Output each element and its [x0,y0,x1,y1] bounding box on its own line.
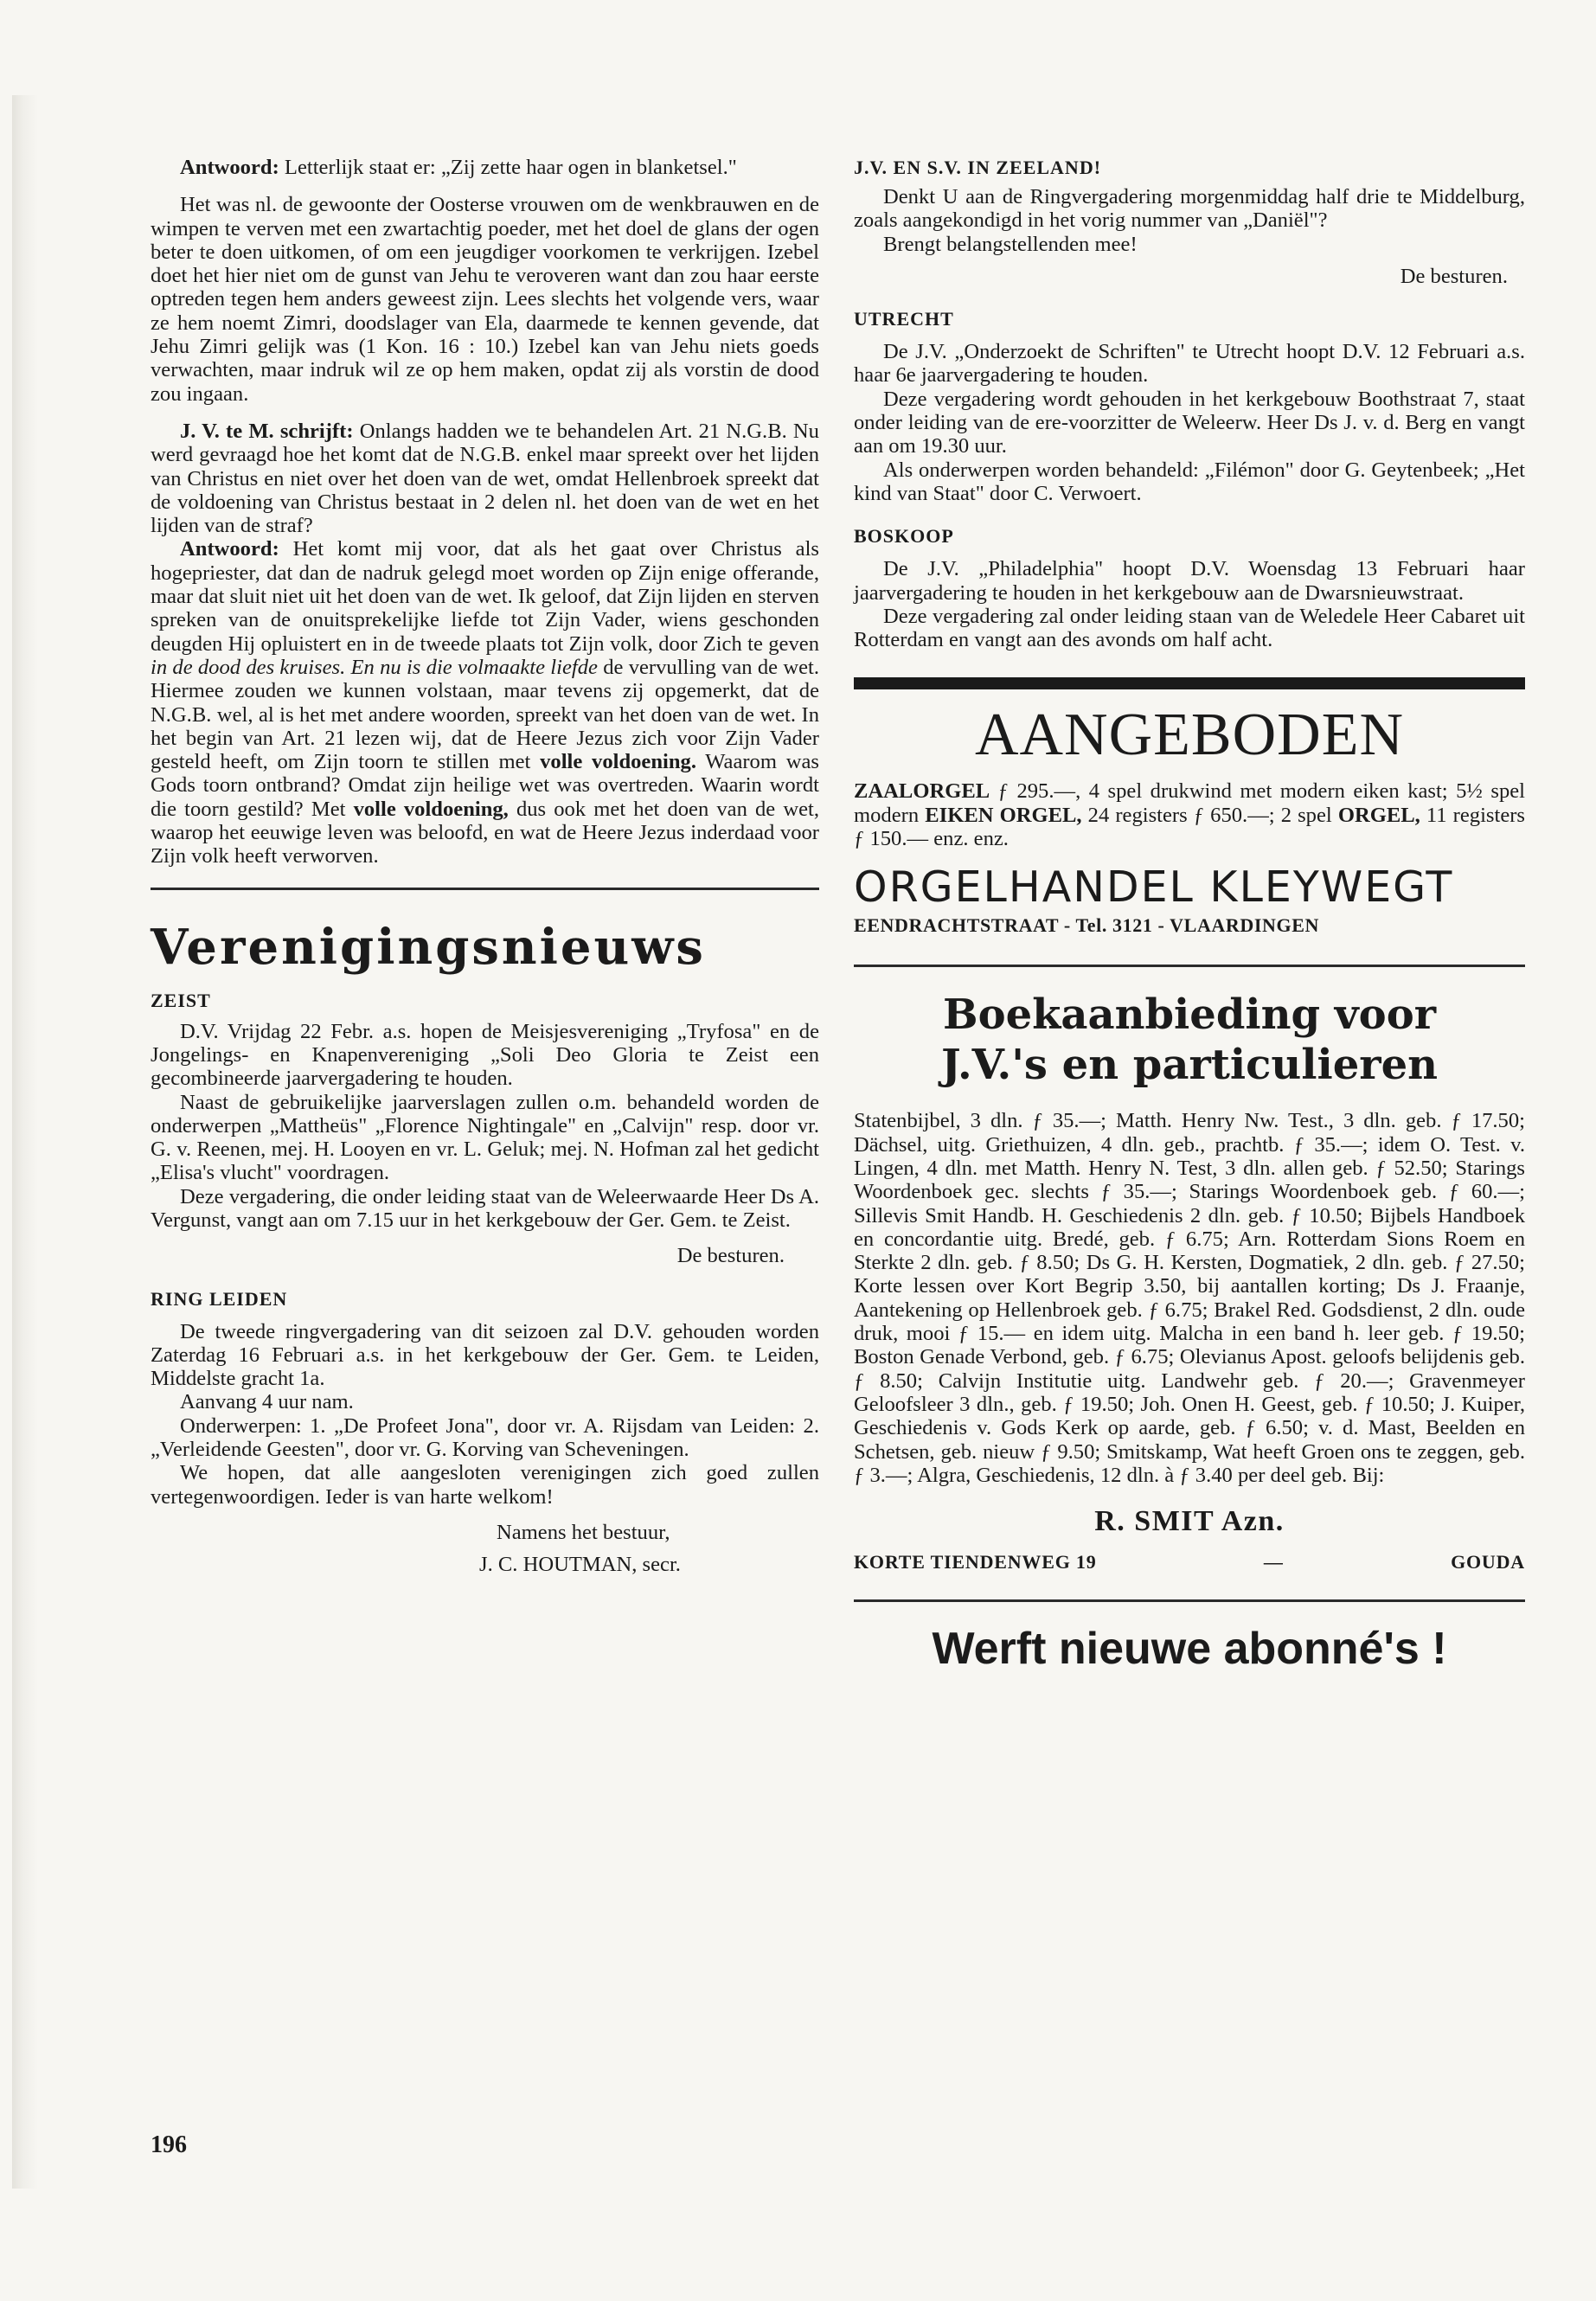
boek-title-line-2: J.V.'s en particulieren [940,1041,1439,1090]
section-divider [151,888,819,890]
zeist-paragraph-3: Deze vergadering, die onder leiding staat van de Weleerwaarde Heer Ds A. Vergunst, vangt aan om 7.15 uur in het kerkgebouw der Ger. Gem. te Zeist. [151,1184,819,1232]
utrecht-heading: UTRECHT [854,308,954,330]
smit-dash: — [1263,1551,1284,1574]
aangeboden-title: AANGEBODEN [974,702,1405,769]
right-column [854,156,1525,1675]
advert-top-rule [854,677,1525,689]
boskoop-paragraph-1: De J.V. „Philadelphia" hoopt D.V. Woensdag 13 Februari haar jaarvergadering te houden in het kerkgebouw aan de Dwarsnieuwstraat. [854,557,1525,605]
utrecht-paragraph-3: Als onderwerpen worden behandeld: „Filémon" door G. Geytenbeek; „Het kind van Staat" door C. Verwoert. [854,458,1525,505]
antwoord-paragraph: Antwoord: Letterlijk staat er: „Zij zette haar ogen in blanketsel." [180,156,737,179]
question-paragraph: J. V. te M. schrijft: Onlangs hadden we te behandelen Art. 21 N.G.B. Nu werd gevraagd hoe het komt dat de N.G.B. enkel maar spreekt over het lijden van Christus en niet over het doen van de wet, omdat Hellenbroek spreekt dat de voldoening van Christus bestaat in 2 delen nl. het doen van de wet en het lijden van de straf? [151,419,819,538]
section-title: Verenigingsnieuws [151,918,706,976]
boskoop-heading: BOSKOOP [854,525,954,548]
zeeland-heading: J.V. EN S.V. IN ZEELAND! [854,157,1102,178]
ring-paragraph-3: Onderwerpen: 1. „De Profeet Jona", door vr. A. Rijsdam van Leiden: 2. „Verleidende Geesten", door vr. G. Korving van Scheveningen. [151,1413,819,1462]
zeist-paragraph-1: D.V. Vrijdag 22 Febr. a.s. hopen de Meisjesvereniging „Tryfosa" en de Jongelings- en Knapenvereniging „Soli Deo Gloria te Zeist een gecombineerde jaarvergadering te houden. [151,1019,819,1091]
orgelhandel-name: ORGELHANDEL KLEYWEGT [854,862,1454,913]
zeeland-paragraph-2: Brengt belangstellenden mee! [883,232,1138,256]
ring-leiden-heading: RING LEIDEN [151,1287,288,1310]
ring-paragraph-2: Aanvang 4 uur nam. [180,1390,354,1414]
explanation-paragraph: Het was nl. de gewoonte der Oosterse vrouwen om de wenkbrauwen en de wimpen te verven met een zwartachtig poeder, met het doel de glans der ogen beter te doen uitkomen, of om een jeugdiger voorkomen te verkrijgen. Izebel doet het hier niet om de gunst van Jehu te veroveren want dan zou haar eerste optreden tegen hem anders geweest zijn. Lees slechts het volgende vers, waar ze hem noemt Zimri, doodslager van Ela, daarmede te kennen gevende, dat Jehu Zimri gelijk was (1 Kon. 16 : 10.) Izebel kan van Jehu niets goeds verwachten, maar indruk wil ze op hem maken, opdat zij als vorstin de dood zou ingaan. [151,193,819,406]
ring-paragraph-4: We hopen, dat alle aangesloten verenigingen zich goed zullen vertegenwoordigen. Ieder is van harte welkom! [151,1461,819,1509]
ring-paragraph-1: De tweede ringvergadering van dit seizoen zal D.V. gehouden worden Zaterdag 16 Februari a.s. in het kerkgebouw der Ger. Gem. te Leiden, Middelste gracht 1a. [151,1319,819,1391]
zeist-paragraph-2: Naast de gebruikelijke jaarverslagen zullen o.m. behandeld worden de onderwerpen „Mattheüs" „Florence Nightingale" en „Calvijn" resp. door vr. G. v. Reenen, mej. H. Looyen en vr. L. Geluk; mej. N. Hofman zal het gedicht „Elisa's vlucht" voordragen. [151,1090,819,1185]
boskoop-paragraph-2: Deze vergadering zal onder leiding staan van de Weledele Heer Cabaret uit Rotterdam en vangt aan des avonds om half acht. [854,604,1525,652]
zeeland-paragraph-1: Denkt U aan de Ringvergadering morgenmiddag half drie te Middelburg, zoals aangekondigd in het vorig nummer van „Daniël"? [854,185,1525,233]
zeist-signature: De besturen. [676,1244,785,1268]
boek-title-line-1: Boekaanbieding voor [943,990,1436,1040]
ring-signature-1: Namens het bestuur, [497,1520,670,1544]
zeist-heading: ZEIST [151,989,211,1011]
page-spine-shadow [12,95,38,2189]
ring-signature-2: J. C. HOUTMAN, secr. [479,1553,681,1577]
aangeboden-text: ZAALORGEL ƒ 295.—, 4 spel drukwind met modern eiken kast; 5½ spel modern EIKEN ORGEL, 24 registers ƒ 650.—; 2 spel ORGEL, 11 registers ƒ 150.— enz. enz. [854,779,1525,851]
book-list: Statenbijbel, 3 dln. ƒ 35.—; Matth. Henry Nw. Test., 3 dln. geb. ƒ 17.50; Dächsel, uitg. Griethuizen, 4 dln. geb., prachtb. ƒ 35.—; idem O. Test. v. Lingen, 4 dln. met Matth. Henry N. Test, 3 dln. allen geb. ƒ 52.50; Starings Woordenboek gec. slechts ƒ 35.—; Starings Woordenboek geb. ƒ 60.—; Sillevis Smit Handb. H. Geschiedenis 2 dln. geb. ƒ 10.50; Bijbels Handboek en concordantie uitg. Bredé, geb. ƒ 6.75; Arn. Rotterdam Sions Roem en Sterkte 2 dln. geb. ƒ 8.50; Ds G. H. Kersten, Dogmatiek, 2 dln. geb. ƒ 27.50; Korte lessen over Kort Begrip 3.50, bij aantallen korting; Ds J. Fraanje, Aantekening op Hellenbroek geb. ƒ 6.75; Brakel Red. Godsdienst, 2 dln. oude druk, mooi ƒ 15.— en idem uitg. Malcha in een band h. leer geb. ƒ 19.50; Boston Genade Verbond, geb. ƒ 6.75; Olevianus Apost. geloofs belijdenis geb. ƒ 8.50; Calvijn Institutie uitg. Landwehr geb. ƒ 20.—; Gravenmeyer Geloofsleer 3 dln., geb. ƒ 19.50; Joh. Onen H. Geest, geb. ƒ 10.50; J. Kuiper, Geschiedenis v. Gods Kerk op aarde, geb. ƒ 6.50; v. d. Mast, Beelden en Schetsen, geb. nieuw ƒ 9.50; Smitskamp, Wat heeft Groen ons te zeggen, geb. ƒ 3.—; Algra, Geschiedenis, 12 dln. à ƒ 3.40 per deel geb. Bij: [854,1109,1525,1487]
orgelhandel-address: EENDRACHTSTRAAT - Tel. 3121 - VLAARDINGEN [854,914,1320,937]
smit-city: GOUDA [1451,1551,1525,1574]
left-column [151,156,819,1577]
smit-street: KORTE TIENDENWEG 19 [854,1551,1097,1574]
utrecht-paragraph-1: De J.V. „Onderzoekt de Schriften" te Utrecht hoopt D.V. 12 Februari a.s. haar 6e jaarvergadering te houden. [854,340,1525,388]
smit-name: R. SMIT Azn. [1094,1505,1285,1538]
werft-slogan: Werft nieuwe abonné's ! [932,1624,1447,1675]
page-number: 196 [151,2131,187,2158]
answer-paragraph: Antwoord: Het komt mij voor, dat als het gaat over Christus als hogepriester, dat dan de nadruk gelegd moet worden op Zijn enige offerande, maar dat sluit niet uit het doen van de wet. Ik geloof, dat Zijn lijden en sterven spreken van de onuitsprekelijke liefde tot Zijn Vader, wiens geschonden deugden Hij opluistert en in de tweede plaats tot Zijn volk, door Zich te geven in de dood des kruises. En nu is die volmaakte liefde de vervulling van de wet. Hiermee zouden we kunnen volstaan, maar tevens zij opgemerkt, dat de N.G.B. wel, al is het met andere woorden, spreekt van het doen van de wet. In het begin van Art. 21 lezen wij, dat de Heere Jezus zich voor Zijn Vader gesteld heeft, om Zijn toorn te stillen met volle voldoening. Waarom was Gods toorn ontbrand? Omdat zijn heilige wet was overtreden. Waarin wordt die toorn gestild? Met volle voldoening, dus ook met het doen van de wet, waarop het eeuwige leven was beloofd, en wat de Heere Jezus inderdaad voor Zijn volk heeft verworven. [151,537,820,868]
zeeland-signature: De besturen. [1400,264,1508,288]
utrecht-paragraph-2: Deze vergadering wordt gehouden in het kerkgebouw Boothstraat 7, staat onder leiding van de ere-voorzitter de Weleerw. Heer Ds J. v. d. Berg en vangt aan om 19.30 uur. [854,387,1525,458]
smit-address [854,1549,1525,1575]
